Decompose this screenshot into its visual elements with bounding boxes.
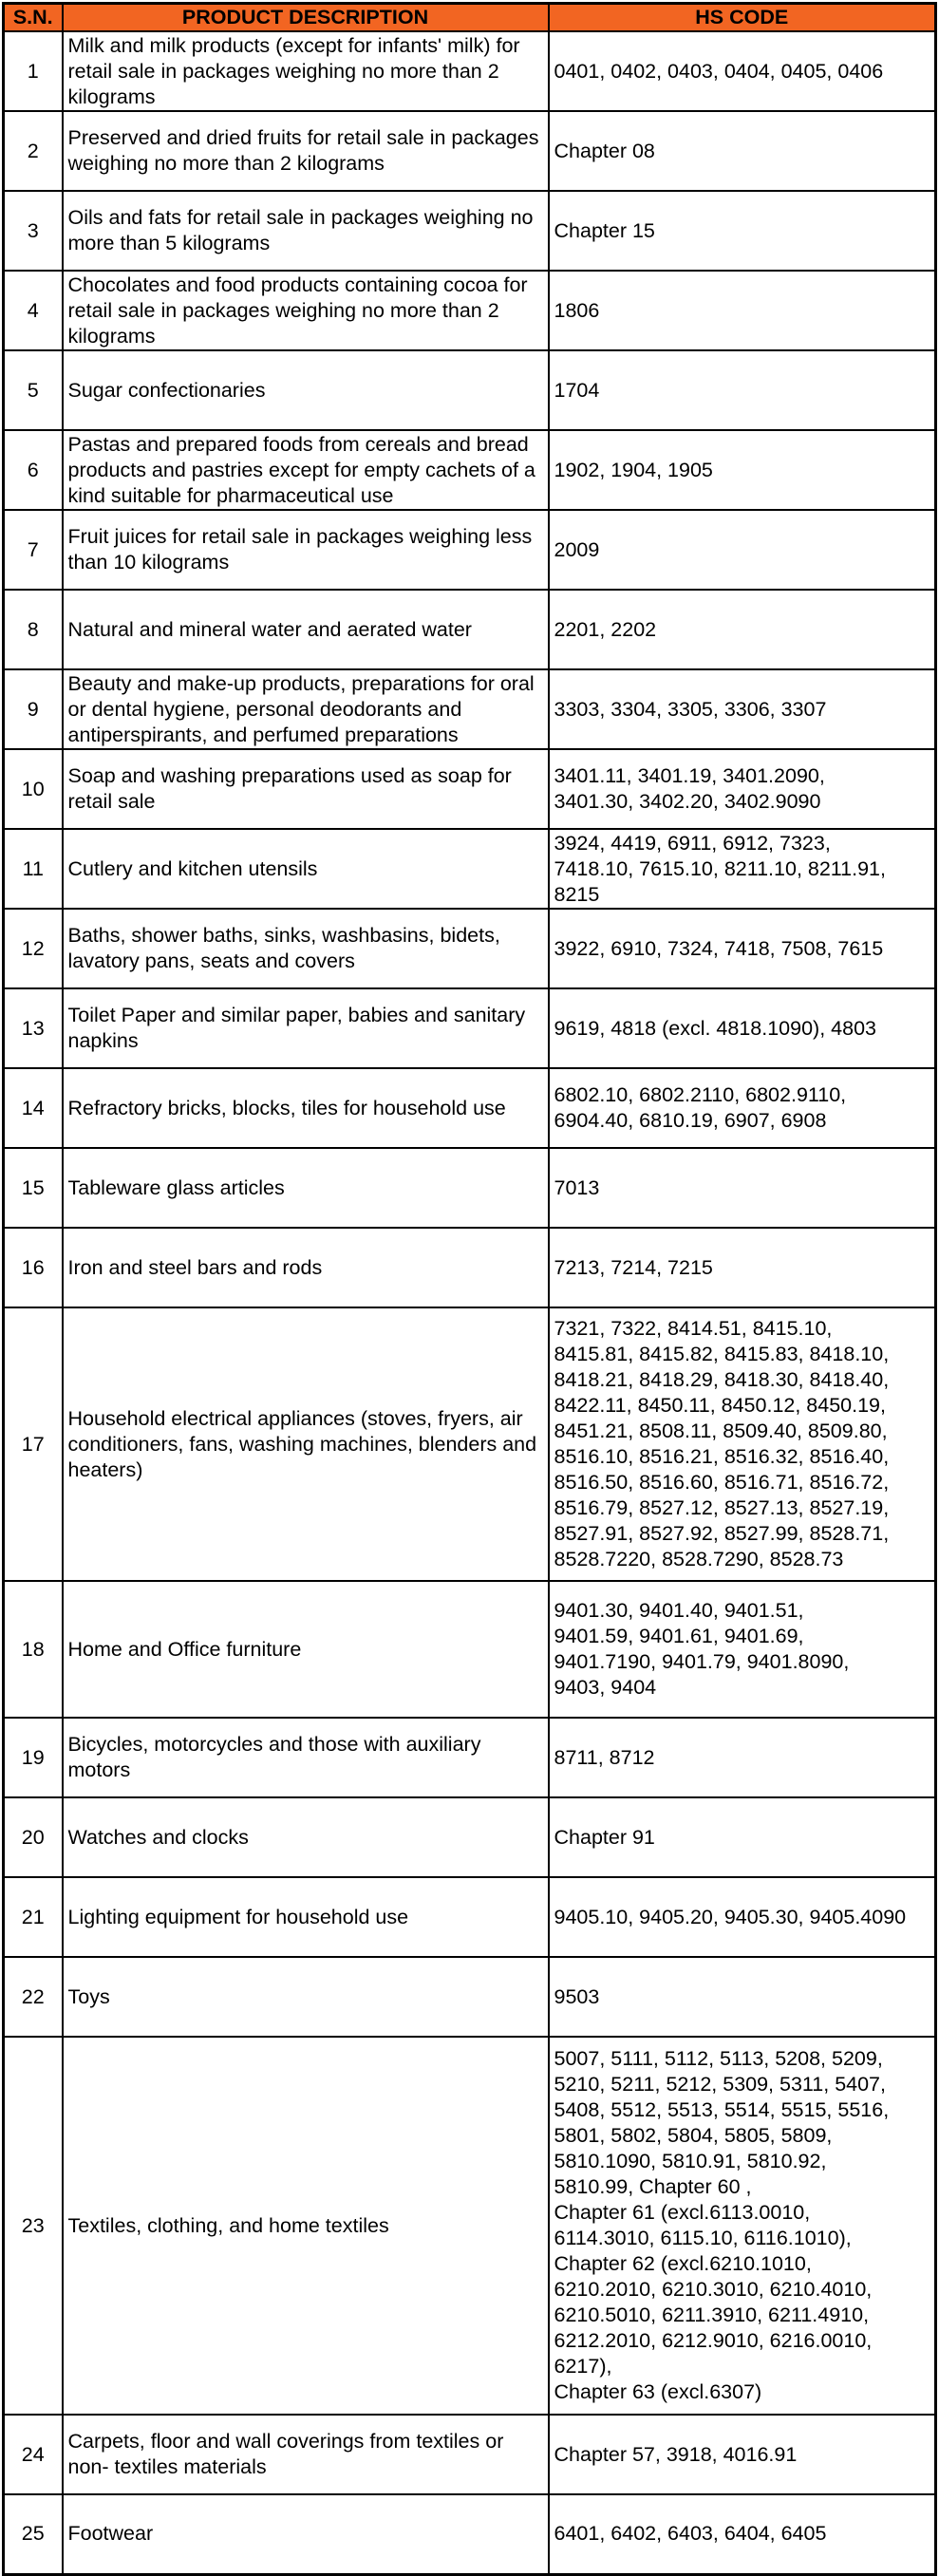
hs-code-line: 6114.3010, 6115.10, 6116.1010),	[554, 2227, 852, 2249]
table-row	[4, 1797, 936, 1877]
hs-code-line: 1806	[554, 298, 600, 322]
row-sn: 1	[4, 31, 63, 111]
row-sn: 17	[4, 1307, 63, 1581]
hs-code-line: 8415.81, 8415.82, 8415.83, 8418.10,	[554, 1343, 890, 1365]
hs-code-line: 8516.79, 8527.12, 8527.13, 8527.19,	[554, 1496, 890, 1519]
row-description: Household electrical appliances (stoves, fryers, air conditioners, fans, washing machines, blenders and heaters)	[63, 1307, 549, 1581]
row-description: Fruit juices for retail sale in packages weighing less than 10 kilograms	[63, 510, 549, 590]
row-hs-code	[549, 1068, 936, 1148]
hs-code-line: 5801, 5802, 5804, 5805, 5809,	[554, 2124, 833, 2147]
hs-code-line: 7321, 7322, 8414.51, 8415.10,	[554, 1317, 833, 1340]
row-hs-code	[549, 1718, 936, 1797]
table-row	[4, 2494, 936, 2574]
row-description: Bicycles, motorcycles and those with auxiliary motors	[63, 1718, 549, 1797]
table-row	[4, 31, 936, 111]
row-description: Natural and mineral water and aerated water	[63, 590, 549, 669]
hs-code-line: 8527.91, 8527.92, 8527.99, 8528.71,	[554, 1522, 890, 1545]
hs-code-line: Chapter 63 (excl.6307)	[554, 2380, 762, 2403]
table-row	[4, 1228, 936, 1307]
row-description: Toilet Paper and similar paper, babies and sanitary napkins	[63, 988, 549, 1068]
row-sn: 6	[4, 430, 63, 510]
row-hs-code	[549, 988, 936, 1068]
table-row	[4, 590, 936, 669]
hs-code-line: 7418.10, 7615.10, 8211.10, 8211.91,	[554, 856, 886, 880]
table-row	[4, 1581, 936, 1718]
table-row	[4, 2415, 936, 2494]
row-hs-code	[549, 1957, 936, 2037]
table-row	[4, 669, 936, 749]
header-hs-code: HS CODE	[549, 4, 936, 32]
hs-code-line: 7213, 7214, 7215	[554, 1255, 713, 1279]
row-hs-code	[549, 829, 936, 909]
table-row	[4, 111, 936, 191]
row-hs-code	[549, 1877, 936, 1957]
hs-code-line: 6904.40, 6810.19, 6907, 6908	[554, 1109, 827, 1132]
row-description: Carpets, floor and wall coverings from textiles or non- textiles materials	[63, 2415, 549, 2494]
hs-code-line: 9619, 4818 (excl. 4818.1090), 4803	[554, 1016, 876, 1040]
row-description: Chocolates and food products containing cocoa for retail sale in packages weighing no more than 2 kilograms	[63, 271, 549, 350]
hs-code-line: 8422.11, 8450.11, 8450.12, 8450.19,	[554, 1394, 886, 1417]
table-row	[4, 430, 936, 510]
row-sn: 16	[4, 1228, 63, 1307]
row-description: Textiles, clothing, and home textiles	[63, 2037, 549, 2415]
row-sn: 5	[4, 350, 63, 430]
hs-code-line: 8711, 8712	[554, 1745, 655, 1769]
hs-code-line: Chapter 91	[554, 1825, 655, 1849]
table-row	[4, 1718, 936, 1797]
row-sn: 20	[4, 1797, 63, 1877]
row-description: Refractory bricks, blocks, tiles for household use	[63, 1068, 549, 1148]
row-sn: 25	[4, 2494, 63, 2574]
row-description: Tableware glass articles	[63, 1148, 549, 1228]
hs-code-line: 9403, 9404	[554, 1676, 657, 1699]
row-sn: 9	[4, 669, 63, 749]
table-row	[4, 1307, 936, 1581]
row-hs-code	[549, 669, 936, 749]
hs-code-line: 6210.5010, 6211.3910, 6211.4910,	[554, 2303, 870, 2326]
row-description: Oils and fats for retail sale in packages weighing no more than 5 kilograms	[63, 191, 549, 271]
table-row	[4, 1957, 936, 2037]
hs-code-line: 5210, 5211, 5212, 5309, 5311, 5407,	[554, 2073, 886, 2096]
hs-code-line: 1902, 1904, 1905	[554, 458, 713, 481]
row-description: Baths, shower baths, sinks, washbasins, bidets, lavatory pans, seats and covers	[63, 909, 549, 988]
table-row	[4, 909, 936, 988]
row-description: Beauty and make-up products, preparations for oral or dental hygiene, personal deodorants and antiperspirants, and perfumed preparations	[63, 669, 549, 749]
row-hs-code	[549, 2037, 936, 2415]
row-description: Iron and steel bars and rods	[63, 1228, 549, 1307]
row-hs-code	[549, 1797, 936, 1877]
hs-code-line: 9503	[554, 1984, 600, 2008]
table-row	[4, 350, 936, 430]
row-sn: 2	[4, 111, 63, 191]
row-sn: 7	[4, 510, 63, 590]
row-description: Cutlery and kitchen utensils	[63, 829, 549, 909]
hs-code-line: 5007, 5111, 5112, 5113, 5208, 5209,	[554, 2047, 883, 2070]
table-row	[4, 829, 936, 909]
hs-code-line: 8418.21, 8418.29, 8418.30, 8418.40,	[554, 1368, 890, 1391]
row-description: Milk and milk products (except for infants' milk) for retail sale in packages weighing no more than 2 kilograms	[63, 31, 549, 111]
row-sn: 21	[4, 1877, 63, 1957]
hs-code-line: 3922, 6910, 7324, 7418, 7508, 7615	[554, 936, 884, 960]
row-description: Preserved and dried fruits for retail sale in packages weighing no more than 2 kilograms	[63, 111, 549, 191]
table-row	[4, 191, 936, 271]
row-sn: 24	[4, 2415, 63, 2494]
row-sn: 22	[4, 1957, 63, 2037]
table-row	[4, 1877, 936, 1957]
row-description: Watches and clocks	[63, 1797, 549, 1877]
table-row	[4, 749, 936, 829]
hs-code-line: 9401.30, 9401.40, 9401.51,	[554, 1599, 804, 1622]
hs-code-line: 6802.10, 6802.2110, 6802.9110,	[554, 1083, 847, 1106]
row-hs-code	[549, 1228, 936, 1307]
header-row	[4, 4, 936, 32]
row-hs-code	[549, 749, 936, 829]
hs-code-line: 8516.50, 8516.60, 8516.71, 8516.72,	[554, 1471, 890, 1494]
header-description: PRODUCT DESCRIPTION	[63, 4, 549, 32]
row-description: Home and Office furniture	[63, 1581, 549, 1718]
row-description: Lighting equipment for household use	[63, 1877, 549, 1957]
hs-code-line: Chapter 61 (excl.6113.0010,	[554, 2201, 811, 2224]
hs-code-line: 7013	[554, 1175, 600, 1199]
row-hs-code	[549, 2494, 936, 2574]
hs-code-line: 6212.2010, 6212.9010, 6216.0010,	[554, 2329, 873, 2352]
table-row	[4, 1068, 936, 1148]
row-description: Footwear	[63, 2494, 549, 2574]
hs-code-line: 8215	[554, 882, 600, 906]
row-sn: 14	[4, 1068, 63, 1148]
row-hs-code	[549, 350, 936, 430]
row-hs-code	[549, 271, 936, 350]
row-hs-code	[549, 2415, 936, 2494]
row-sn: 13	[4, 988, 63, 1068]
header-sn: S.N.	[4, 4, 63, 32]
hs-code-line: 1704	[554, 378, 600, 402]
row-description: Sugar confectionaries	[63, 350, 549, 430]
hs-code-line: 6401, 6402, 6403, 6404, 6405	[554, 2522, 827, 2546]
row-hs-code	[549, 31, 936, 111]
row-hs-code	[549, 590, 936, 669]
hs-code-line: 5810.99, Chapter 60 ,	[554, 2175, 752, 2198]
hs-code-line: 2009	[554, 537, 600, 561]
row-hs-code	[549, 510, 936, 590]
row-hs-code	[549, 430, 936, 510]
row-hs-code	[549, 1307, 936, 1581]
row-sn: 15	[4, 1148, 63, 1228]
row-sn: 8	[4, 590, 63, 669]
hs-code-line: 3401.11, 3401.19, 3401.2090,	[554, 764, 825, 787]
table-row	[4, 2037, 936, 2415]
hs-code-line: Chapter 15	[554, 218, 655, 242]
hs-code-line: 2201, 2202	[554, 617, 657, 641]
row-sn: 4	[4, 271, 63, 350]
row-sn: 18	[4, 1581, 63, 1718]
hs-code-table	[2, 2, 937, 2576]
row-sn: 10	[4, 749, 63, 829]
row-sn: 11	[4, 829, 63, 909]
row-hs-code	[549, 191, 936, 271]
row-sn: 12	[4, 909, 63, 988]
hs-code-line: 8451.21, 8508.11, 8509.40, 8509.80,	[554, 1420, 888, 1442]
row-description: Soap and washing preparations used as soap for retail sale	[63, 749, 549, 829]
hs-code-line: 5408, 5512, 5513, 5514, 5515, 5516,	[554, 2098, 890, 2121]
row-hs-code	[549, 111, 936, 191]
hs-code-line: 6217),	[554, 2355, 612, 2378]
table-row	[4, 510, 936, 590]
row-hs-code	[549, 909, 936, 988]
hs-code-line: 6210.2010, 6210.3010, 6210.4010,	[554, 2278, 873, 2301]
hs-code-line: 9401.59, 9401.61, 9401.69,	[554, 1625, 804, 1647]
row-sn: 19	[4, 1718, 63, 1797]
hs-code-line: 8528.7220, 8528.7290, 8528.73	[554, 1548, 844, 1570]
table-row	[4, 271, 936, 350]
hs-code-line: 5810.1090, 5810.91, 5810.92,	[554, 2150, 827, 2172]
row-description: Pastas and prepared foods from cereals and bread products and pastries except for empty cachets of a kind suitable for pharmaceutical use	[63, 430, 549, 510]
row-sn: 3	[4, 191, 63, 271]
row-description: Toys	[63, 1957, 549, 2037]
table-row	[4, 988, 936, 1068]
hs-code-line: 3303, 3304, 3305, 3306, 3307	[554, 697, 827, 721]
hs-code-line: Chapter 57, 3918, 4016.91	[554, 2442, 798, 2466]
hs-code-line: Chapter 62 (excl.6210.1010,	[554, 2252, 812, 2275]
table-row	[4, 1148, 936, 1228]
hs-code-line: 9401.7190, 9401.79, 9401.8090,	[554, 1650, 850, 1673]
hs-code-line: Chapter 08	[554, 139, 655, 162]
row-hs-code	[549, 1148, 936, 1228]
hs-code-line: 3924, 4419, 6911, 6912, 7323,	[554, 831, 831, 855]
hs-code-line: 9405.10, 9405.20, 9405.30, 9405.4090	[554, 1905, 907, 1928]
row-sn: 23	[4, 2037, 63, 2415]
hs-code-line: 3401.30, 3402.20, 3402.9090	[554, 790, 821, 813]
hs-code-line: 0401, 0402, 0403, 0404, 0405, 0406	[554, 59, 884, 83]
hs-code-line: 8516.10, 8516.21, 8516.32, 8516.40,	[554, 1445, 890, 1468]
row-hs-code	[549, 1581, 936, 1718]
